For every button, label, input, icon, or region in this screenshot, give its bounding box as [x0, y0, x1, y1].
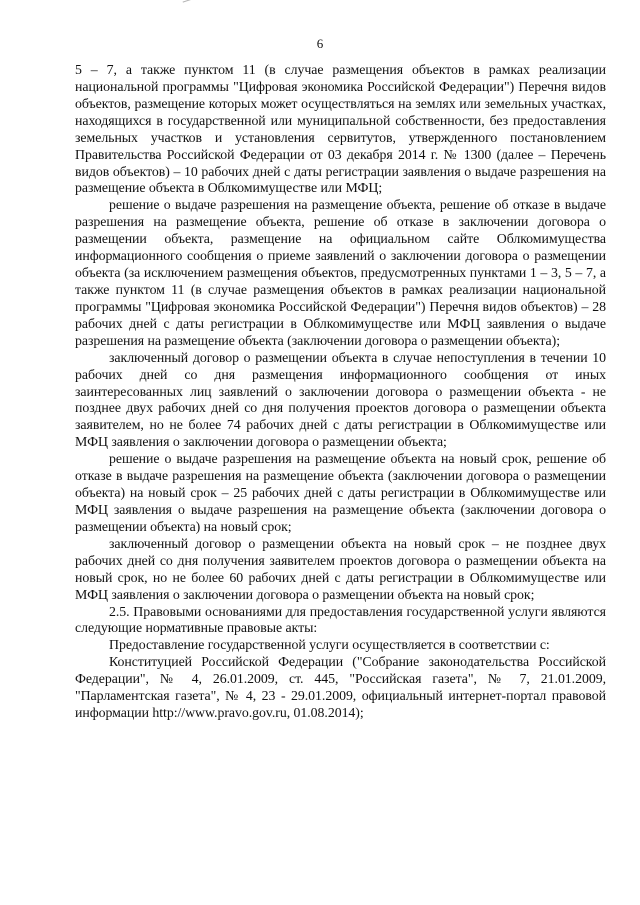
paragraph-legal-grounds-intro: Предоставление государственной услуги осуществляется в соответствии с: — [109, 637, 550, 653]
paragraph-permit-decision-deadline: решение о выдаче разрешения на размещение объекта, решение об отказе в выдаче разрешения на размещение объекта, решение об отказе в заключении договора о размещении объекта, размещение на официальном сайте Облкомимущества информационного сообщения о приеме заявлений о заключении договора о размещении объекта (за исключением размещения объектов, предусмотренных пунктами 1 – 3, 5 – 7, а также пунктом 11 (в случае размещения объектов в рамках реализации национальной программы "Цифровая экономика Российской Федерации") Перечня видов объектов) – 28 рабочих дней с даты регистрации в Облкомимуществе или МФЦ заявления о выдаче разрешения на размещение объекта (заключении договора о размещении объекта); — [75, 197, 606, 348]
paragraph-constitution-reference: Конституцией Российской Федерации ("Собрание законодательства Российской Федерации", № 4, 26.01.2009, ст. 445, "Российская газета", № 7, 21.01.2009, "Парламентская газета", № 4, 23 - 29.01.2009, официальный интернет-портал правовой информации http://www.pravo.gov.ru, 01.08.2014); — [75, 654, 606, 721]
paragraph-new-term-contract-deadline: заключенный договор о размещении объекта на новый срок – не позднее двух рабочих дней со дня получения заявителем проектов договора о размещении объекта на новый срок, но не более 60 рабочих дней с даты регистрации в Облкомимуществе или МФЦ заявления о заключении договора о размещении объекта на новый срок; — [75, 535, 606, 602]
page-number: 6 — [316, 36, 324, 51]
paragraph-legal-grounds-heading: 2.5. Правовыми основаниями для предоставления государственной услуги являются следующие нормативные правовые акты: — [75, 603, 606, 636]
scan-artifact-mark — [183, 0, 194, 5]
document-body — [75, 62, 606, 722]
paragraph-new-term-decision-deadline: решение о выдаче разрешения на размещение объекта на новый срок, решение об отказе в выдаче разрешения на размещение объекта (заключении договора о размещении объекта) на новый срок – 25 рабочих дней с даты регистрации в Облкомимуществе или МФЦ заявления о выдаче разрешения на размещение объекта (заключении договора о размещении объекта) на новый срок; — [75, 451, 606, 534]
paragraph-contract-deadline: заключенный договор о размещении объекта в случае непоступления в течении 10 рабочих дней со дня размещения информационного сообщения от иных заинтересованных лиц заявлений о заключении договора о размещении объекта - не позднее двух рабочих дней со дня получения проектов договора о размещении объекта заявителем, но не более 74 рабочих дней с даты регистрации в Облкомимуществе или МФЦ заявления о заключении договора о размещении объекта; — [75, 349, 606, 450]
paragraph-continuation-deadlines: 5 – 7, а также пунктом 11 (в случае размещения объектов в рамках реализации национальной программы "Цифровая экономика Российской Федерации") Перечня видов объектов, размещение которых может осуществляться на землях или земельных участках, находящихся в государственной или муниципальной собственности, без предоставления земельных участков и установления сервитутов, утвержденного постановлением Правительства Российской Федерации от 03 декабря 2014 г. № 1300 (далее – Перечень видов объектов) – 10 рабочих дней с даты регистрации заявления о выдаче разрешения на размещение объекта в Облкомимуществе или МФЦ; — [75, 62, 606, 196]
